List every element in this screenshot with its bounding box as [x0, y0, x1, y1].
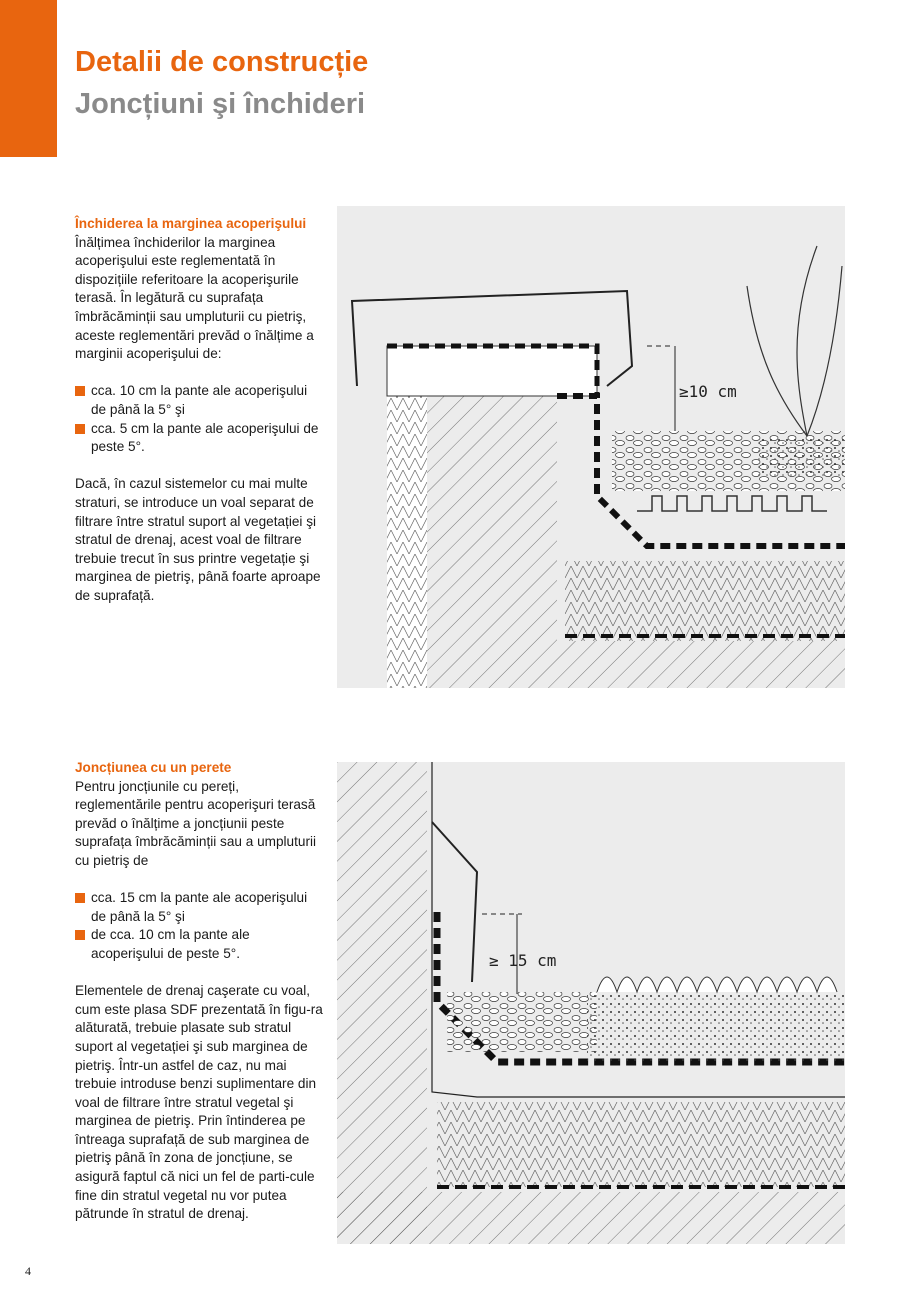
page-title: Detalii de construcție [75, 46, 369, 78]
roof-edge-diagram [337, 206, 845, 688]
bullet-list [75, 382, 325, 456]
dimension-label: ≥10 cm [679, 382, 737, 401]
list-item: de cca. 10 cm la pante ale acoperişului de peste 5°. [75, 926, 325, 963]
bullet-list [75, 889, 325, 963]
section-roof-edge [75, 215, 325, 624]
list-item: cca. 5 cm la pante ale acoperişului de peste 5°. [75, 420, 325, 457]
section-body: Elementele de drenaj caşerate cu voal, cum este plasa SDF prezentată în figu-ra alăturată, trebuie plasate sub stratul suport al vegetației şi sub marginea de pietriş. Într-un astfel de caz, nu mai trebuie introduse benzi suplimentare din voal de filtrare între stratul vegetal şi marginea de pietriş. Prin întinderea pe întreaga suprafață de sub marginea de pietriş până în zona de joncțiune, se asigură faptul că nici un fel de parti-cule fine din stratul vegetal nu vor putea pătrunde în stratul de drenaj. [75, 983, 323, 1222]
bullet-square-icon [75, 386, 85, 396]
section-intro: Pentru joncțiunile cu pereți, reglementările pentru acoperişuri terasă prevăd o înălțime a joncțiunii peste suprafața îmbrăcăminții sau a umpluturii cu pietriş de [75, 778, 317, 868]
list-item: cca. 15 cm la pante ale acoperişului de până la 5° şi [75, 889, 325, 926]
section-body: Dacă, în cazul sistemelor cu mai multe straturi, se introduce un voal separat de filtrare între stratul suport al vegetației şi stratul de drenaj, acest voal de filtrare trebuie trecut în sus printre vegetație şi marginea de pietriş, până foarte aproape de suprafață. [75, 476, 321, 603]
orange-accent-bar [0, 0, 57, 157]
bullet-square-icon [75, 424, 85, 434]
dimension-label: ≥ 15 cm [489, 951, 557, 970]
wall-junction-diagram [337, 762, 845, 1244]
bullet-square-icon [75, 893, 85, 903]
bullet-square-icon [75, 930, 85, 940]
list-item: cca. 10 cm la pante ale acoperişului de până la 5° şi [75, 382, 325, 419]
page-number: 4 [25, 1264, 31, 1278]
section-wall-junction [75, 759, 325, 1242]
section-heading: Joncțiunea cu un perete [75, 760, 232, 775]
section-intro: Înălțimea închiderilor la marginea acoperişului este reglementată în dispozițiile referitoare la acoperişurile terasă. În legătură cu suprafața îmbrăcăminții sau umpluturii cu pietriş, aceste reglementări prevăd o înălțime a marginii acoperişului de: [75, 234, 314, 362]
page-subtitle: Joncțiuni şi închideri [75, 88, 366, 120]
section-heading: Închiderea la marginea acoperişului [75, 216, 307, 231]
